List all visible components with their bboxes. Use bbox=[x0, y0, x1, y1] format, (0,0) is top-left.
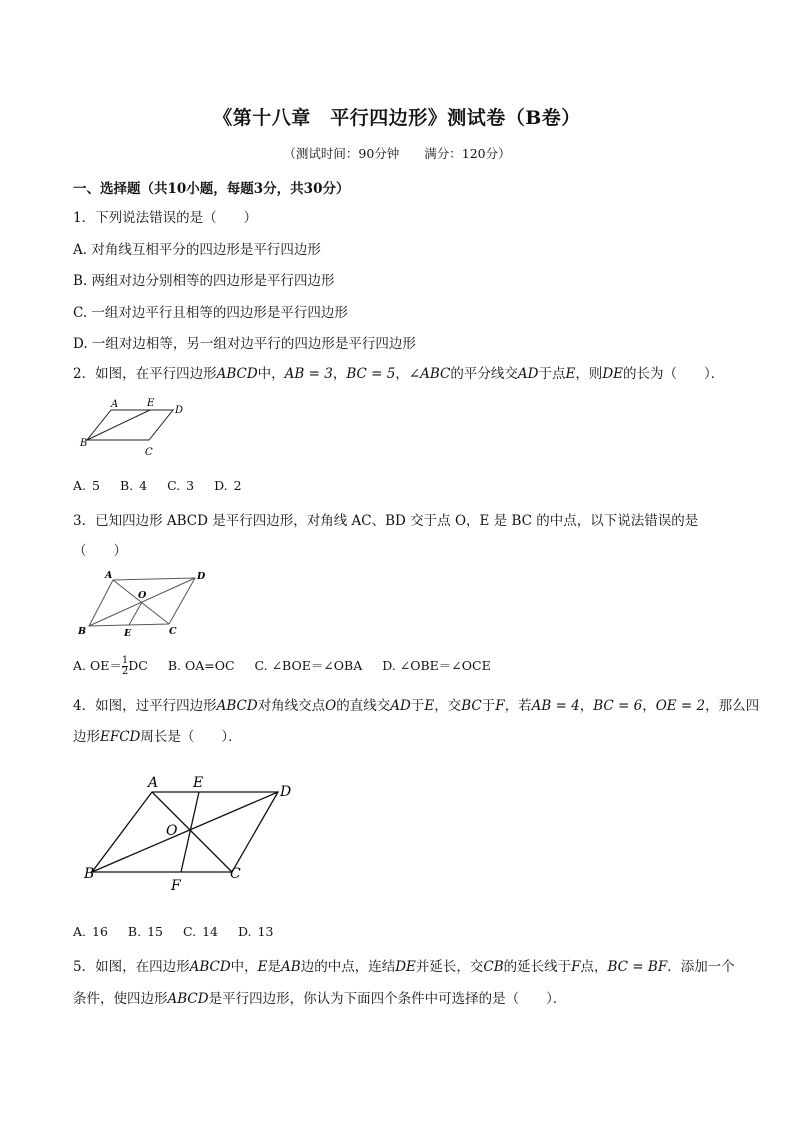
q4-option-label: C. bbox=[182, 924, 197, 939]
q4-text: ，若 bbox=[504, 698, 532, 714]
q5-stem-line1 bbox=[73, 955, 735, 975]
q5-math: CB bbox=[483, 959, 504, 975]
fraction-denominator: 2 bbox=[121, 666, 129, 677]
q5-text: 5．如图，在四边形 bbox=[73, 959, 190, 975]
q2-math: ABCD bbox=[216, 366, 258, 382]
q2-options bbox=[73, 478, 258, 493]
q3-option-text: A. OE＝ bbox=[73, 658, 122, 673]
q2-label-d: D bbox=[175, 405, 184, 416]
q3-label-e: E bbox=[124, 628, 132, 639]
q2-option-value: 2 bbox=[233, 478, 242, 493]
q4-options bbox=[73, 924, 289, 939]
q4-math: BC bbox=[461, 698, 482, 714]
q3-option-d[interactable]: D. ∠OBE＝∠OCE bbox=[382, 658, 491, 673]
q4-math: EFCD bbox=[100, 729, 141, 745]
q4-text: 的直线交 bbox=[336, 698, 391, 714]
q5-text: 边的中点，连结 bbox=[300, 959, 396, 975]
q3-label-b: B bbox=[78, 626, 87, 637]
q4-label-b: B bbox=[84, 866, 95, 882]
q4-text: 边形 bbox=[73, 729, 100, 745]
q2-text: 中， bbox=[257, 366, 285, 382]
q2-figure bbox=[75, 396, 195, 458]
q2-parallelogram bbox=[87, 410, 173, 440]
q3-label-o: O bbox=[138, 590, 147, 601]
q2-math: E bbox=[565, 366, 576, 382]
q4-text: 周长是（ ）． bbox=[140, 729, 242, 745]
q4-text: ，交 bbox=[434, 698, 462, 714]
q4-option-c[interactable] bbox=[183, 924, 218, 939]
q3-option-b[interactable]: B. OA=OC bbox=[167, 658, 235, 673]
q5-math: DE bbox=[395, 959, 416, 975]
q4-stem-line1 bbox=[73, 694, 759, 714]
q4-diagonal-bd bbox=[92, 792, 278, 872]
q2-label-b: B bbox=[80, 438, 88, 449]
q4-stem-line2 bbox=[73, 725, 242, 745]
section-heading: 一、选择题（共10小题，每题3分，共30分） bbox=[73, 181, 350, 197]
q2-label-a: A bbox=[111, 399, 119, 410]
q4-math: AB = 4 bbox=[531, 698, 580, 714]
q4-option-a[interactable] bbox=[73, 924, 108, 939]
q4-math: AD bbox=[390, 698, 411, 714]
page-title: 《第十八章 平行四边形》测试卷（B卷） bbox=[213, 107, 581, 129]
q5-text: 条件，使四边形 bbox=[73, 991, 168, 1007]
q5-math: BC = BF bbox=[607, 959, 668, 975]
q5-text: 并延长，交 bbox=[415, 959, 484, 975]
q2-bisector-be bbox=[87, 410, 150, 440]
q4-option-d[interactable] bbox=[238, 924, 273, 939]
q5-text: 的延长线于 bbox=[503, 959, 572, 975]
q5-math: ABCD bbox=[189, 959, 231, 975]
q4-text: ， bbox=[642, 698, 656, 714]
q4-label-e: E bbox=[193, 775, 204, 791]
q4-text: 对角线交点 bbox=[257, 698, 326, 714]
q1-option-c: C. 一组对边平行且相等的四边形是平行四边形 bbox=[73, 305, 348, 321]
q4-option-label: D. bbox=[237, 924, 252, 939]
q2-text: ， bbox=[332, 366, 347, 382]
q4-text: 4．如图，过平行四边形 bbox=[73, 698, 217, 714]
q2-math: AD bbox=[517, 366, 539, 382]
q5-math: F bbox=[571, 959, 581, 975]
q4-math: ABCD bbox=[216, 698, 258, 714]
q4-option-value: 16 bbox=[92, 924, 108, 939]
q4-text: ， bbox=[579, 698, 594, 714]
q2-text: ， bbox=[395, 366, 409, 382]
q2-label-c: C bbox=[145, 447, 153, 458]
q2-math: BC = 5 bbox=[346, 366, 396, 382]
q2-option-d[interactable] bbox=[214, 478, 242, 493]
q4-math: E bbox=[424, 698, 435, 714]
q5-math: AB bbox=[281, 959, 301, 975]
q5-text: 中， bbox=[230, 959, 258, 975]
q2-option-label: A. bbox=[73, 478, 87, 493]
q4-label-d: D bbox=[280, 784, 292, 800]
q2-math: AB = 3 bbox=[284, 366, 333, 382]
q2-option-b[interactable] bbox=[120, 478, 147, 493]
q4-text: 于 bbox=[481, 698, 496, 714]
q1-option-a: A. 对角线互相平分的四边形是平行四边形 bbox=[73, 242, 321, 258]
q2-math: ∠ABC bbox=[408, 366, 451, 382]
q2-text: 于点 bbox=[538, 366, 566, 382]
q4-option-value: 13 bbox=[257, 924, 274, 939]
q2-option-label: C. bbox=[167, 478, 181, 493]
q3-stem-line1: 3．已知四边形 ABCD 是平行四边形，对角线 AC、BD 交于点 O，E 是 BC 的中点，以下说法错误的是 bbox=[73, 513, 699, 529]
q4-math: F bbox=[495, 698, 505, 714]
q4-math: O bbox=[325, 698, 337, 714]
q3-option-a[interactable] bbox=[73, 656, 148, 677]
q1-stem: 1．下列说法错误的是（ ） bbox=[73, 210, 258, 226]
q4-label-f: F bbox=[171, 878, 181, 894]
q3-options bbox=[73, 656, 507, 677]
q4-math: OE = 2 bbox=[655, 698, 706, 714]
q4-option-label: B. bbox=[127, 924, 142, 939]
q2-option-value: 4 bbox=[139, 478, 148, 493]
q3-label-d: D bbox=[197, 571, 206, 582]
q2-math: DE bbox=[602, 366, 623, 382]
exam-info: （测试时间：90分钟 满分：120分） bbox=[283, 146, 511, 161]
q2-option-value: 5 bbox=[92, 478, 100, 493]
q4-diagonal-ac bbox=[152, 792, 232, 872]
q2-text: 的平分线交 bbox=[450, 366, 518, 382]
q4-label-a: A bbox=[148, 775, 159, 791]
q5-text: ．添加一个 bbox=[667, 959, 735, 975]
q3-label-c: C bbox=[169, 626, 177, 637]
q2-option-c[interactable] bbox=[167, 478, 194, 493]
q5-math: E bbox=[257, 959, 268, 975]
q4-option-label: A. bbox=[73, 924, 87, 939]
q2-text: ，则 bbox=[575, 366, 603, 382]
q4-figure bbox=[80, 768, 310, 898]
q5-math: ABCD bbox=[167, 991, 209, 1007]
q3-label-a: A bbox=[105, 570, 113, 581]
q2-text: 2．如图，在平行四边形 bbox=[73, 366, 217, 382]
q2-option-label: B. bbox=[119, 478, 134, 493]
q5-stem-line2 bbox=[73, 987, 566, 1007]
q3-option-c[interactable]: C. ∠BOE＝∠OBA bbox=[254, 658, 363, 673]
q4-text: 于 bbox=[410, 698, 425, 714]
fraction-numerator: 1 bbox=[121, 655, 129, 666]
q4-option-value: 14 bbox=[202, 924, 218, 939]
q4-label-c: C bbox=[230, 866, 241, 882]
q3-figure bbox=[73, 566, 213, 642]
q4-label-o: O bbox=[166, 823, 178, 839]
q2-option-label: D. bbox=[214, 478, 228, 493]
q5-text: 是 bbox=[267, 959, 282, 975]
q2-option-a[interactable] bbox=[73, 478, 100, 493]
q1-option-b: B. 两组对边分别相等的四边形是平行四边形 bbox=[73, 273, 335, 289]
q3-stem-line2: （ ） bbox=[73, 543, 127, 559]
q4-math: BC = 6 bbox=[593, 698, 643, 714]
q4-option-b[interactable] bbox=[128, 924, 163, 939]
q2-stem bbox=[73, 362, 724, 382]
q2-label-e: E bbox=[147, 398, 155, 409]
q5-text: 点， bbox=[580, 959, 608, 975]
q2-text: 的长为（ ）． bbox=[623, 366, 725, 382]
q5-text: 是平行四边形，你认为下面四个条件中可选择的是（ ）． bbox=[208, 991, 567, 1007]
q4-text: ，那么四 bbox=[705, 698, 760, 714]
q3-option-text: DC bbox=[128, 658, 148, 673]
q2-option-value: 3 bbox=[186, 478, 195, 493]
q1-option-d: D. 一组对边相等，另一组对边平行的四边形是平行四边形 bbox=[73, 336, 416, 352]
q4-option-value: 15 bbox=[147, 924, 163, 939]
